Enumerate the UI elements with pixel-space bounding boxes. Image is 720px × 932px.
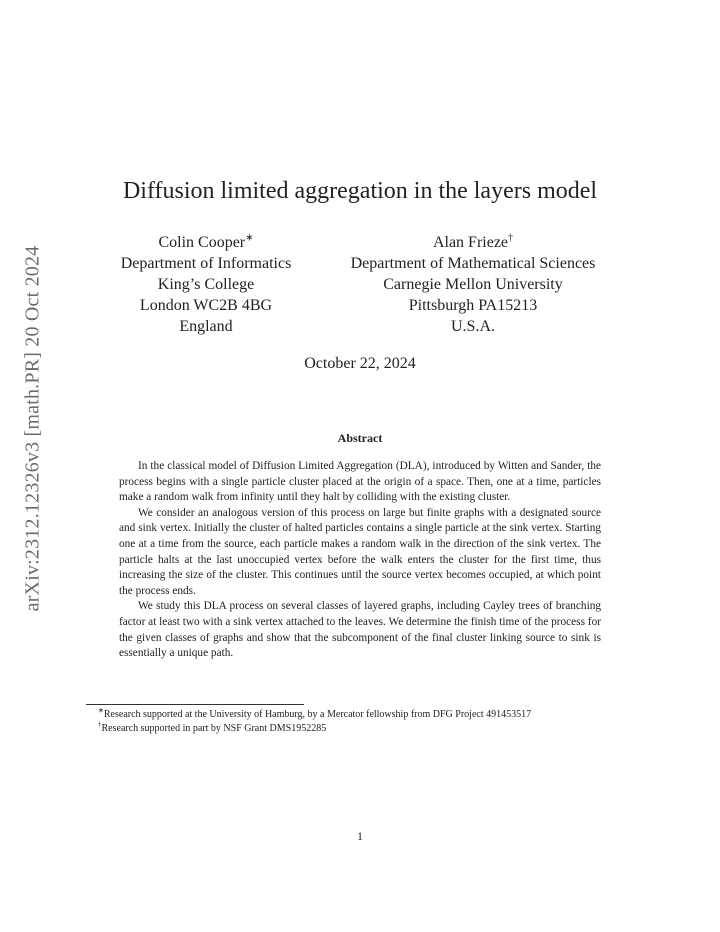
author-affiliation-line: U.S.A. xyxy=(450,318,495,335)
abstract-paragraph: In the classical model of Diffusion Limited Aggregation (DLA), introduced by Witten and Sander, the process begins with a single particle cluster placed at the origin of a space. Then, one at a time, particles make a random walk from infinity until they halt by colliding with the existing cluster. xyxy=(119,460,601,504)
abstract-heading: Abstract xyxy=(337,431,383,445)
author-affiliation-line: London WC2B 4BG xyxy=(139,297,273,314)
arxiv-identifier-text: arXiv:2312.12326v3 [math.PR] 20 Oct 2024 xyxy=(21,245,44,611)
page-number: 1 xyxy=(357,829,363,843)
footnote-mark: ∗ xyxy=(98,706,104,715)
author-name: Alan Frieze† xyxy=(432,232,514,251)
author-footnote-mark: † xyxy=(508,232,514,244)
author-affiliation-line: Department of Informatics xyxy=(120,255,292,272)
footnotes xyxy=(98,708,658,736)
publication-date: October 22, 2024 xyxy=(304,355,416,372)
author-name: Colin Cooper∗ xyxy=(158,232,254,251)
footnote-divider xyxy=(86,704,304,705)
author-affiliation-line: England xyxy=(179,318,233,335)
author-block-cooper xyxy=(100,232,312,337)
footnote: ∗Research supported at the University of Hamburg, by a Mercator fellowship from DFG Project 491453517 xyxy=(98,706,532,720)
abstract-body xyxy=(119,459,601,662)
author-affiliation-line: Department of Mathematical Sciences xyxy=(350,255,596,272)
author-affiliation-line: Carnegie Mellon University xyxy=(383,276,563,293)
paper-title: Diffusion limited aggregation in the layers model xyxy=(122,178,598,204)
footnote-mark: † xyxy=(98,720,102,729)
arxiv-identifier xyxy=(19,212,47,644)
author-affiliation-line: Pittsburgh PA15213 xyxy=(408,297,538,314)
abstract-paragraph: We study this DLA process on several classes of layered graphs, including Cayley trees of branching factor at least two with a sink vertex attached to the leaves. We determine the finish time of the process for the given classes of graphs and show that the subcomponent of the final cluster linking source to sink is essentially a unique path. xyxy=(119,600,601,660)
footnote: †Research supported in part by NSF Grant DMS1952285 xyxy=(98,720,327,734)
author-footnote-mark: ∗ xyxy=(245,232,254,244)
abstract-paragraph: We consider an analogous version of this process on large but finite graphs with a designated source and sink vertex. Initially the cluster of halted particles contains a single particle at the sink vertex. Starting one at a time from the source, each particle makes a random walk in the direction of the sink vertex. The particle halts at the last unoccupied vertex before the walk enters the cluster for the first time, thus increasing the size of the cluster. This continues until the source vertex becomes occupied, at which point the process ends. xyxy=(119,506,601,597)
author-block-frieze xyxy=(330,232,616,337)
author-affiliation-line: King’s College xyxy=(157,276,255,293)
